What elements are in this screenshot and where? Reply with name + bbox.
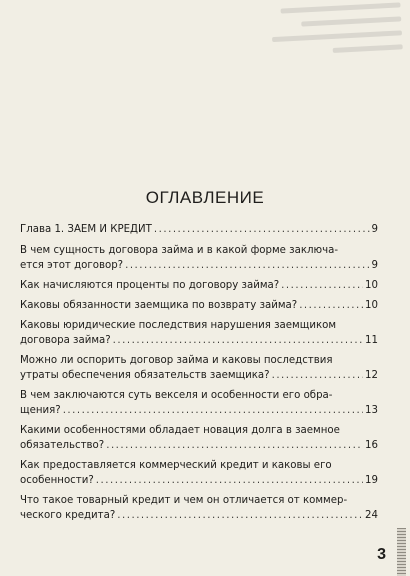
leader-dots: [299, 298, 363, 313]
toc-entry[interactable]: [20, 278, 378, 293]
toc-page-number: 10: [365, 280, 378, 291]
toc-entry[interactable]: [20, 298, 378, 313]
toc-entry[interactable]: [20, 318, 378, 348]
toc-entry-text: Глава 1. ЗАЕМ И КРЕДИТ: [20, 224, 152, 235]
toc-entry-text: Можно ли оспорить договор займа и каковы последствия: [20, 355, 333, 366]
toc-entry-text: Каковы юридические последствия нарушения заемщиком: [20, 320, 337, 331]
toc-entry[interactable]: [20, 388, 378, 418]
leader-dots: [63, 403, 363, 418]
toc-entry-text: Какими особенностями обладает новация долга в заемное: [20, 425, 340, 436]
table-of-contents: [20, 222, 378, 528]
leader-dots: [106, 438, 363, 453]
toc-entry-text: Как предоставляется коммерческий кредит и каковы его: [20, 460, 332, 471]
toc-entry-text: договора займа?: [20, 335, 111, 346]
toc-page-number: 13: [365, 405, 378, 416]
toc-title: ОГЛАВЛЕНИЕ: [145, 188, 265, 207]
toc-page-number: 24: [365, 510, 378, 521]
leader-dots: [125, 258, 369, 273]
toc-entry[interactable]: [20, 423, 378, 453]
leader-dots: [117, 508, 363, 523]
toc-entry-chapter-1[interactable]: [20, 222, 378, 237]
toc-page-number: 11: [365, 335, 378, 346]
toc-entry-text: Как начисляются проценты по договору займа?: [20, 280, 280, 291]
toc-entry-text: щения?: [20, 405, 61, 416]
leader-dots: [154, 222, 370, 237]
toc-page-number: 10: [365, 300, 378, 311]
leader-dots: [96, 473, 363, 488]
page-number: 3: [377, 546, 386, 563]
toc-entry-text: Каковы обязанности заемщика по возврату займа?: [20, 300, 298, 311]
leader-dots: [281, 278, 363, 293]
leader-dots: [113, 333, 363, 348]
toc-entry-text: утраты обеспечения обязательств заемщика?: [20, 370, 270, 381]
toc-page-number: 9: [371, 224, 378, 235]
toc-page-number: 16: [365, 440, 378, 451]
toc-page-number: 19: [365, 475, 378, 486]
toc-entry-text: ется этот договор?: [20, 260, 124, 271]
toc-entry[interactable]: [20, 353, 378, 383]
page-edge-marker: [397, 528, 406, 576]
leader-dots: [272, 368, 363, 383]
toc-entry-text: В чем сущность договора займа и в какой форме заключа-: [20, 245, 339, 256]
toc-entry-text: Что такое товарный кредит и чем он отличается от коммер-: [20, 495, 348, 506]
toc-entry-text: обязательство?: [20, 440, 105, 451]
toc-entry[interactable]: [20, 458, 378, 488]
toc-page-number: 12: [365, 370, 378, 381]
bleed-through-text: [261, 2, 404, 69]
toc-entry-text: В чем заключаются суть векселя и особенности его обра-: [20, 390, 333, 401]
toc-entry-text: особенности?: [20, 475, 94, 486]
toc-entry-text: ческого кредита?: [20, 510, 116, 521]
toc-entry[interactable]: [20, 243, 378, 273]
toc-entry[interactable]: [20, 493, 378, 523]
toc-page-number: 9: [371, 260, 378, 271]
